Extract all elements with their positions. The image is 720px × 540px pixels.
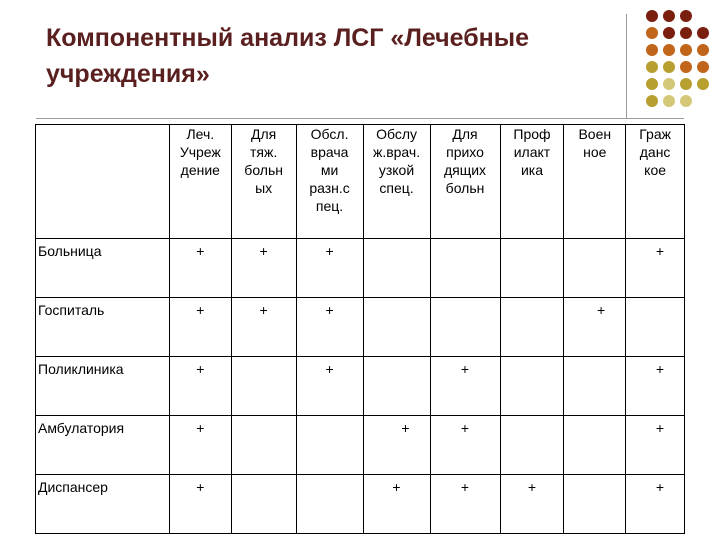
- decorative-dot: [697, 44, 709, 56]
- table-cell: [430, 298, 500, 357]
- table-cell: +: [626, 416, 685, 475]
- table-cell: +: [169, 416, 231, 475]
- table-cell: [564, 357, 626, 416]
- decorative-dot: [680, 10, 692, 22]
- table-cell: [564, 416, 626, 475]
- table-cell: +: [296, 357, 363, 416]
- table-cell: [500, 357, 564, 416]
- decorative-dot: [663, 10, 675, 22]
- column-header: Леч. Учреж дение: [169, 125, 231, 239]
- row-label: Поликлиника: [36, 357, 170, 416]
- table-cell: +: [231, 298, 296, 357]
- lsg-table: [35, 124, 685, 534]
- decorative-dot: [663, 27, 675, 39]
- column-header: Проф илакт ика: [500, 125, 564, 239]
- table-cell: [363, 298, 430, 357]
- decorative-dot: [646, 44, 658, 56]
- row-label: Диспансер: [36, 475, 170, 534]
- table-cell: +: [430, 475, 500, 534]
- table-cell: [430, 239, 500, 298]
- decorative-vertical-line: [626, 14, 627, 118]
- table-cell: [500, 298, 564, 357]
- table-row: [36, 298, 685, 357]
- table-cell: +: [296, 298, 363, 357]
- decorative-dot: [680, 61, 692, 73]
- table-cell: +: [626, 357, 685, 416]
- column-header: Граж данс кое: [626, 125, 685, 239]
- decorative-horizontal-line: [36, 118, 684, 119]
- table-cell: +: [169, 298, 231, 357]
- table-cell: [500, 239, 564, 298]
- table-cell: [626, 298, 685, 357]
- decorative-dot: [697, 61, 709, 73]
- table-cell: [500, 416, 564, 475]
- column-header: Воен ное: [564, 125, 626, 239]
- row-label: Больница: [36, 239, 170, 298]
- decorative-dot: [663, 95, 675, 107]
- table-cell: [296, 416, 363, 475]
- table-cell: +: [363, 416, 430, 475]
- table-cell: +: [231, 239, 296, 298]
- table-cell: +: [564, 298, 626, 357]
- decorative-dot: [646, 27, 658, 39]
- table-cell: +: [169, 357, 231, 416]
- table-cell: +: [169, 475, 231, 534]
- table-cell: [363, 239, 430, 298]
- decorative-dot: [680, 44, 692, 56]
- decorative-dot: [697, 27, 709, 39]
- table-cell: +: [169, 239, 231, 298]
- row-label: Амбулатория: [36, 416, 170, 475]
- column-header: Обсл. врача ми разн.с пец.: [296, 125, 363, 239]
- table-cell: +: [296, 239, 363, 298]
- table-row: [36, 357, 685, 416]
- table-corner-cell: [36, 125, 170, 239]
- decorative-dot: [697, 78, 709, 90]
- decorative-dot: [646, 61, 658, 73]
- page-title: Компонентный анализ ЛСГ «Лечебные учреждения»: [46, 24, 530, 88]
- table-cell: +: [363, 475, 430, 534]
- table-cell: [564, 475, 626, 534]
- decorative-dot: [646, 95, 658, 107]
- column-header: Для тяж. больн ых: [231, 125, 296, 239]
- table-row: [36, 239, 685, 298]
- decorative-dot: [646, 10, 658, 22]
- table-cell: +: [430, 416, 500, 475]
- table-cell: [564, 239, 626, 298]
- table-cell: [231, 357, 296, 416]
- decorative-dot: [680, 95, 692, 107]
- column-header: Обслу ж.врач. узкой спец.: [363, 125, 430, 239]
- row-label: Госпиталь: [36, 298, 170, 357]
- decorative-dot: [663, 78, 675, 90]
- table-cell: [231, 416, 296, 475]
- column-header: Для прихо дящих больн: [430, 125, 500, 239]
- table-cell: +: [500, 475, 564, 534]
- decorative-dot: [680, 78, 692, 90]
- table-row: [36, 475, 685, 534]
- table-cell: [296, 475, 363, 534]
- table-cell: [363, 357, 430, 416]
- table-header-row: [36, 125, 685, 239]
- table-cell: [231, 475, 296, 534]
- decorative-dot: [663, 44, 675, 56]
- table-row: [36, 416, 685, 475]
- table-cell: +: [626, 475, 685, 534]
- table-cell: +: [626, 239, 685, 298]
- decorative-dot: [646, 78, 658, 90]
- decorative-dot: [680, 27, 692, 39]
- decorative-dot: [663, 61, 675, 73]
- table-cell: +: [430, 357, 500, 416]
